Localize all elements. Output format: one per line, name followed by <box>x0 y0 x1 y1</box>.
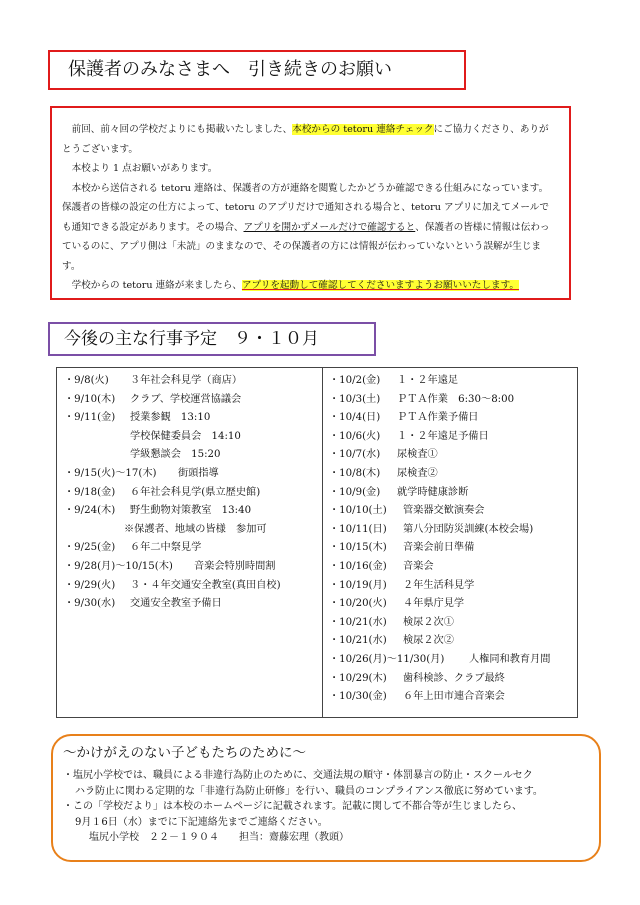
schedule-date: ・9/11(金) <box>64 412 116 424</box>
notice-paragraph-3 <box>62 179 553 277</box>
schedule-event: 音楽会前日準備 <box>403 542 475 554</box>
footer-title: ～かけがえのない子どもたちのために～ <box>63 745 306 761</box>
schedule-event: 歯科検診、クラブ最終 <box>403 672 505 684</box>
notice-paragraph-1 <box>62 120 553 159</box>
schedule-row <box>329 558 577 577</box>
schedule-row <box>64 465 322 484</box>
notice-text: 学校からの tetoru 連絡が来ましたら、 <box>71 280 242 291</box>
schedule-date: ・10/29(木) <box>329 672 387 684</box>
schedule-row <box>329 632 577 651</box>
schedule-row <box>64 428 322 447</box>
schedule-date: ・10/4(日) <box>329 412 381 424</box>
schedule-event: 野生動物対策教室 13:40 <box>130 505 252 517</box>
notice-highlight: 本校からの tetoru 連絡チェック <box>292 124 434 135</box>
schedule-row <box>64 595 322 614</box>
schedule-row <box>64 577 322 596</box>
schedule-event: ＰＴＡ作業 6:30～8:00 <box>397 393 515 405</box>
schedule-event: 第八分団防災訓練(本校会場) <box>403 523 534 535</box>
schedule-row <box>329 651 577 670</box>
schedule-row <box>329 577 577 596</box>
schedule-date: ・10/19(月) <box>329 579 387 591</box>
schedule-row <box>329 391 577 410</box>
schedule-row <box>64 372 322 391</box>
schedule-date: ・10/6(火) <box>329 430 381 442</box>
schedule-row <box>329 670 577 689</box>
schedule-row <box>329 502 577 521</box>
schedule-date: ・10/8(木) <box>329 467 381 479</box>
notice-highlight: アプリを起動して確認してくださいますようお願いいたします。 <box>241 280 520 291</box>
schedule-date: ・10/21(水) <box>329 616 387 628</box>
schedule-event: 就学時健康診断 <box>397 486 469 498</box>
schedule-date: ・9/29(火) <box>64 579 116 591</box>
notice-box <box>50 106 571 300</box>
footer-line: ・この「学校だより」は本校のホームページに記載されます。記載に関して不都合等が生じましたら、 <box>63 801 522 812</box>
schedule-row <box>64 539 322 558</box>
schedule-row <box>64 521 322 540</box>
schedule-date: ・10/2(金) <box>329 375 381 386</box>
schedule-row <box>329 446 577 465</box>
notice-text: にご協力くださり、ありがとうございます。 <box>62 124 549 155</box>
schedule-event: ６年二中祭見学 <box>130 542 202 554</box>
schedule-date: ・9/15(火)～17(木) <box>64 467 157 479</box>
schedule-event: 音楽会 <box>403 560 434 572</box>
schedule-event: ３・４年交通安全教室(真田自校) <box>130 579 281 591</box>
schedule-date: ・9/10(木) <box>64 393 116 405</box>
schedule-date: ・10/20(火) <box>329 598 387 610</box>
notice-text: 本校から送信される tetoru 連絡は、保護者の方が連絡を閲覧したかどうか確認できる仕組みになっています。保護者の皆様の設定の仕方によって、tetoru のアプリだけで通知される場合と、tetoru アプリに加えてメールでも通知できる設定があります。その場合、 <box>62 182 549 233</box>
schedule-september-column <box>57 368 323 717</box>
schedule-event: 街頭指導 <box>178 467 219 479</box>
schedule-event: 尿検査② <box>397 467 438 479</box>
page-title: 保護者のみなさまへ 引き続きのお願い <box>48 50 466 90</box>
schedule-row <box>64 484 322 503</box>
schedule-row <box>64 446 322 465</box>
schedule-date: ・10/3(土) <box>329 393 381 405</box>
schedule-row <box>329 539 577 558</box>
schedule-date: ・10/30(金) <box>329 691 387 703</box>
schedule-date: ・9/25(金) <box>64 542 116 554</box>
schedule-event: 人権同和教育月間 <box>469 653 551 665</box>
schedule-event: ３年社会科見学（商店） <box>130 375 243 386</box>
schedule-date: ・10/11(日) <box>329 523 387 535</box>
notice-paragraph-2: 本校より 1 点お願いがあります。 <box>71 163 218 174</box>
schedule-row <box>329 465 577 484</box>
notice-underline: アプリを開かずメールだけで確認すると <box>243 221 416 233</box>
footer-line: ・塩尻小学校では、職員による非違行為防止のために、交通法規の順守・体罰暴言の防止・スクールセク <box>63 770 533 781</box>
schedule-event: 学校保健委員会 14:10 <box>130 430 241 442</box>
schedule-date: ・10/7(水) <box>329 449 381 461</box>
schedule-row <box>329 428 577 447</box>
schedule-row <box>329 372 577 391</box>
schedule-date: ・9/24(木) <box>64 505 116 517</box>
notice-text: 、保護者の皆様に情報は伝わっているのに、アプリ側は「未読」のままなので、その保護者の方には情報が伝わっていないという誤解が生じます。 <box>62 221 550 272</box>
notice-text: 前回、前々回の学校だよりにも掲載いたしました、 <box>71 124 293 135</box>
schedule-table <box>56 367 578 718</box>
schedule-event: ※保護者、地域の皆様 参加可 <box>124 523 267 535</box>
schedule-row <box>329 688 577 707</box>
schedule-event: 尿検査① <box>397 449 438 461</box>
schedule-date: ・9/8(火) <box>64 375 109 386</box>
schedule-event: ６年社会科見学(県立歴史館) <box>130 486 261 498</box>
footer-contact: 塩尻小学校 ２２－１９０４ 担当：齋藤宏理（教頭） <box>89 832 349 843</box>
schedule-event: ２年生活科見学 <box>403 579 475 591</box>
schedule-row <box>329 614 577 633</box>
schedule-date: ・10/26(月)～11/30(月) <box>329 653 445 665</box>
schedule-row <box>64 409 322 428</box>
schedule-date: ・10/21(水) <box>329 635 387 647</box>
footer-line: ハラ防止に関わる定期的な「非違行為防止研修」を行い、職員のコンプライアンス徹底に努めています。 <box>75 785 543 797</box>
schedule-row <box>329 595 577 614</box>
schedule-event: １・２年遠足 <box>397 375 459 386</box>
schedule-event: 音楽会特別時間割 <box>194 560 276 572</box>
schedule-date: ・10/16(金) <box>329 560 387 572</box>
schedule-event: ６年上田市連合音楽会 <box>403 691 505 703</box>
schedule-row <box>329 409 577 428</box>
schedule-event: 交通安全教室予備日 <box>130 598 222 610</box>
schedule-row <box>64 502 322 521</box>
schedule-event: ＰＴＡ作業予備日 <box>397 412 479 424</box>
schedule-event: １・２年遠足予備日 <box>397 430 489 442</box>
schedule-row <box>64 558 322 577</box>
schedule-date: ・10/15(木) <box>329 542 387 554</box>
schedule-event: ４年県庁見学 <box>403 598 465 610</box>
schedule-date: ・9/28(月)～10/15(木) <box>64 560 173 572</box>
schedule-date: ・9/30(水) <box>64 598 116 610</box>
footer-box <box>51 734 601 862</box>
schedule-event: クラブ、学校運営協議会 <box>130 393 242 405</box>
schedule-row <box>329 521 577 540</box>
schedule-date: ・10/10(土) <box>329 505 387 517</box>
schedule-event: 授業参観 13:10 <box>130 412 211 424</box>
schedule-date: ・10/9(金) <box>329 486 381 498</box>
schedule-row <box>329 484 577 503</box>
schedule-title: 今後の主な行事予定 ９・１０月 <box>48 322 376 356</box>
schedule-event: 検尿２次① <box>403 616 454 628</box>
schedule-event: 管楽器交歓演奏会 <box>403 505 485 517</box>
schedule-event: 学級懇談会 15:20 <box>130 449 221 461</box>
schedule-date: ・9/18(金) <box>64 486 116 498</box>
schedule-october-column <box>323 368 577 717</box>
schedule-event: 検尿２次② <box>403 635 454 647</box>
footer-line: 9月１6日（水）までに下記連絡先までご連絡ください。 <box>75 816 328 828</box>
notice-paragraph-4 <box>62 276 553 296</box>
schedule-row <box>64 391 322 410</box>
